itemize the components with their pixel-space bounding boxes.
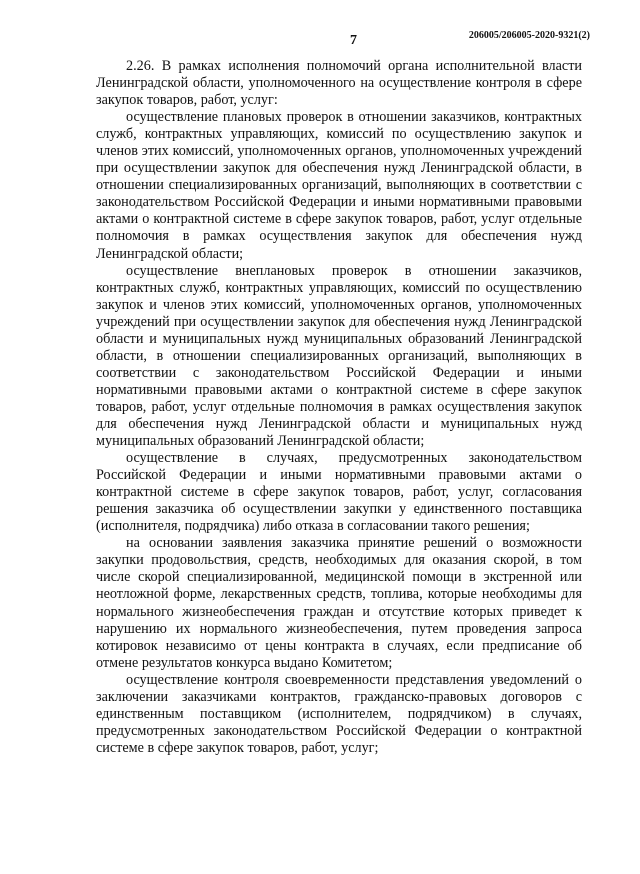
paragraph-planned-inspections: осуществление плановых проверок в отношении заказчиков, контрактных служб, контрактных управляющих, комиссий по осуществлению закупок и членов этих комиссий, уполномоченных органов, уполномоченных учреждений при осуществлении закупок для обеспечения нужд Ленинградской области, в отношении специализированных организаций, выполняющих в соответствии с законодательством Российской Федерации и иными нормативными правовыми актами о контрактной системе в сфере закупок товаров, работ, услуг отдельные полномочия в рамках осуществления закупок для обеспечения нужд Ленинградской области; [96,109,582,262]
document-id: 206005/206005-2020-9321(2) [468,30,590,41]
paragraph-section-2-26: 2.26. В рамках исполнения полномочий органа исполнительной власти Ленинградской области, уполномоченного на осуществление контроля в сфере закупок товаров, работ, услуг: [96,58,582,109]
paragraph-notification-control: осуществление контроля своевременности представления уведомлений о заключении заказчиками контрактов, гражданско-правовых договоров с единственным поставщиком (исполнителем, подрядчиком) в случаях, предусмотренных законодательством Российской Федерации о контрактной системе в сфере закупок товаров, работ, услуг; [96,671,582,756]
page-number: 7 [350,33,357,48]
document-body [96,58,582,757]
paragraph-quotation-request-decisions: на основании заявления заказчика принятие решений о возможности закупки продовольствия, средств, необходимых для оказания скорой, в том числе скорой специализированной, медицинской помощи в экстренной или неотложной форме, лекарственных средств, топлива, которые необходимы для нормального жизнеобеспечения граждан и отсутствие которых приведет к нарушению их нормального жизнеобеспечения, путем проведения запроса котировок независимо от цены контракта в случаях, если предписание об отмене результатов конкурса выдано Комитетом; [96,535,582,671]
paragraph-single-supplier-approval: осуществление в случаях, предусмотренных законодательством Российской Федерации и иными нормативными правовыми актами о контрактной системе в сфере закупок товаров, работ, услуг, согласования решения заказчика об осуществлении закупки у единственного поставщика (исполнителя, подрядчика) либо отказа в согласовании такого решения; [96,450,582,535]
paragraph-unplanned-inspections: осуществление внеплановых проверок в отношении заказчиков, контрактных служб, контрактных управляющих, комиссий по осуществлению закупок и членов этих комиссий, уполномоченных органов, уполномоченных учреждений при осуществлении закупок для обеспечения нужд Ленинградской области и муниципальных нужд муниципальных образований Ленинградской области, в отношении специализированных организаций, выполняющих в соответствии с законодательством Российской Федерации и иными нормативными правовыми актами о контрактной системе в сфере закупок товаров, работ, услуг отдельные полномочия в рамках осуществления закупок для обеспечения нужд Ленинградской области и муниципальных нужд муниципальных образований Ленинградской области; [96,262,582,450]
